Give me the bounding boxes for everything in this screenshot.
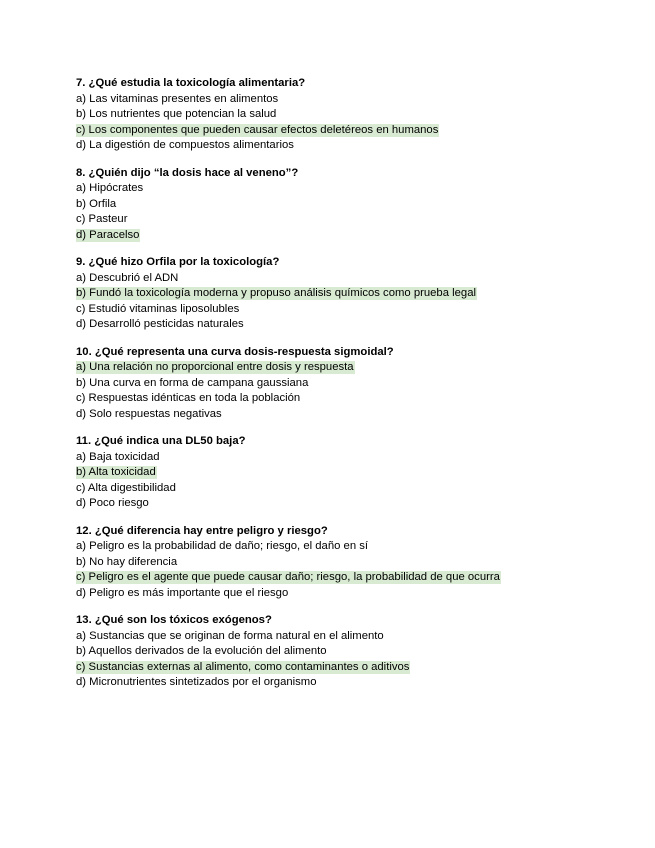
question-title: 9. ¿Qué hizo Orfila por la toxicología?: [76, 256, 280, 268]
answer-option-text: d) Peligro es más importante que el riesgo: [76, 586, 289, 599]
question-title: 8. ¿Quién dijo “la dosis hace al veneno”?: [76, 166, 299, 179]
answer-option: [76, 407, 596, 423]
answer-option-text: b) Alta toxicidad: [76, 466, 156, 478]
answer-option: [76, 317, 596, 333]
question-title: 10. ¿Qué representa una curva dosis-respuesta sigmoidal?: [76, 345, 394, 358]
answer-option: [76, 555, 596, 571]
question-title: 12. ¿Qué diferencia hay entre peligro y riesgo?: [76, 524, 328, 537]
question-title: 7. ¿Qué estudia la toxicología alimentaria?: [76, 77, 306, 89]
answer-option-text: a) Peligro es la probabilidad de daño; riesgo, el daño en sí: [76, 540, 369, 552]
answer-option: [76, 138, 596, 154]
answer-option-text: d) Paracelso: [76, 228, 140, 241]
answer-option: [76, 586, 596, 602]
question-block: [76, 434, 596, 512]
question-block: [76, 613, 596, 691]
answer-option-text: d) Solo respuestas negativas: [76, 407, 222, 420]
answer-option-text: c) Los componentes que pueden causar efectos deletéreos en humanos: [76, 123, 439, 136]
answer-option: [76, 539, 596, 555]
answer-option-text: b) No hay diferencia: [76, 555, 178, 568]
question-title: 13. ¿Qué son los tóxicos exógenos?: [76, 614, 272, 626]
answer-option-text: a) Baja toxicidad: [76, 450, 160, 463]
answer-option: [76, 391, 596, 407]
question-block: [76, 166, 596, 244]
answer-option-text: c) Sustancias externas al alimento, como contaminantes o aditivos: [76, 660, 410, 673]
answer-option-text: d) Micronutrientes sintetizados por el organismo: [76, 676, 317, 688]
answer-option-text: d) Poco riesgo: [76, 497, 149, 509]
answer-option: [76, 675, 596, 691]
answer-option: [76, 570, 596, 586]
answer-option-text: b) Los nutrientes que potencian la salud: [76, 108, 277, 120]
answer-option: [76, 465, 596, 481]
answer-option: [76, 629, 596, 645]
answer-option-text: c) Estudió vitaminas liposolubles: [76, 302, 240, 315]
answer-option-text: b) Orfila: [76, 197, 117, 210]
answer-option: [76, 286, 596, 302]
answer-option: [76, 496, 596, 512]
answer-option-text: d) La digestión de compuestos alimentarios: [76, 139, 294, 151]
answer-option: [76, 228, 596, 244]
question-block: [76, 524, 596, 602]
question-title: 11. ¿Qué indica una DL50 baja?: [76, 435, 246, 447]
answer-option: [76, 302, 596, 318]
answer-option-text: c) Pasteur: [76, 213, 128, 225]
answer-option: [76, 92, 596, 108]
answer-option-text: c) Alta digestibilidad: [76, 481, 176, 494]
question-block: [76, 76, 596, 154]
answer-option: [76, 107, 596, 123]
document-page: [76, 76, 596, 703]
answer-option: [76, 271, 596, 287]
question-block: [76, 255, 596, 333]
answer-option-text: a) Descubrió el ADN: [76, 271, 179, 284]
answer-option-text: a) Sustancias que se originan de forma natural en el alimento: [76, 629, 384, 642]
answer-option-text: b) Fundó la toxicología moderna y propuso análisis químicos como prueba legal: [76, 287, 477, 299]
answer-option-text: a) Las vitaminas presentes en alimentos: [76, 92, 279, 105]
answer-option: [76, 123, 596, 139]
answer-option-text: b) Aquellos derivados de la evolución del alimento: [76, 645, 327, 657]
answer-option: [76, 376, 596, 392]
answer-option: [76, 644, 596, 660]
answer-option-text: c) Peligro es el agente que puede causar daño; riesgo, la probabilidad de que ocurra: [76, 571, 500, 583]
answer-option-text: d) Desarrolló pesticidas naturales: [76, 318, 244, 330]
answer-option-text: b) Una curva en forma de campana gaussiana: [76, 376, 309, 389]
answer-option-text: c) Respuestas idénticas en toda la población: [76, 392, 301, 404]
answer-option: [76, 450, 596, 466]
answer-option: [76, 360, 596, 376]
answer-option: [76, 212, 596, 228]
answer-option: [76, 181, 596, 197]
answer-option: [76, 197, 596, 213]
answer-option-text: a) Una relación no proporcional entre dosis y respuesta: [76, 361, 354, 373]
answer-option: [76, 481, 596, 497]
question-block: [76, 345, 596, 423]
answer-option: [76, 660, 596, 676]
answer-option-text: a) Hipócrates: [76, 182, 144, 194]
